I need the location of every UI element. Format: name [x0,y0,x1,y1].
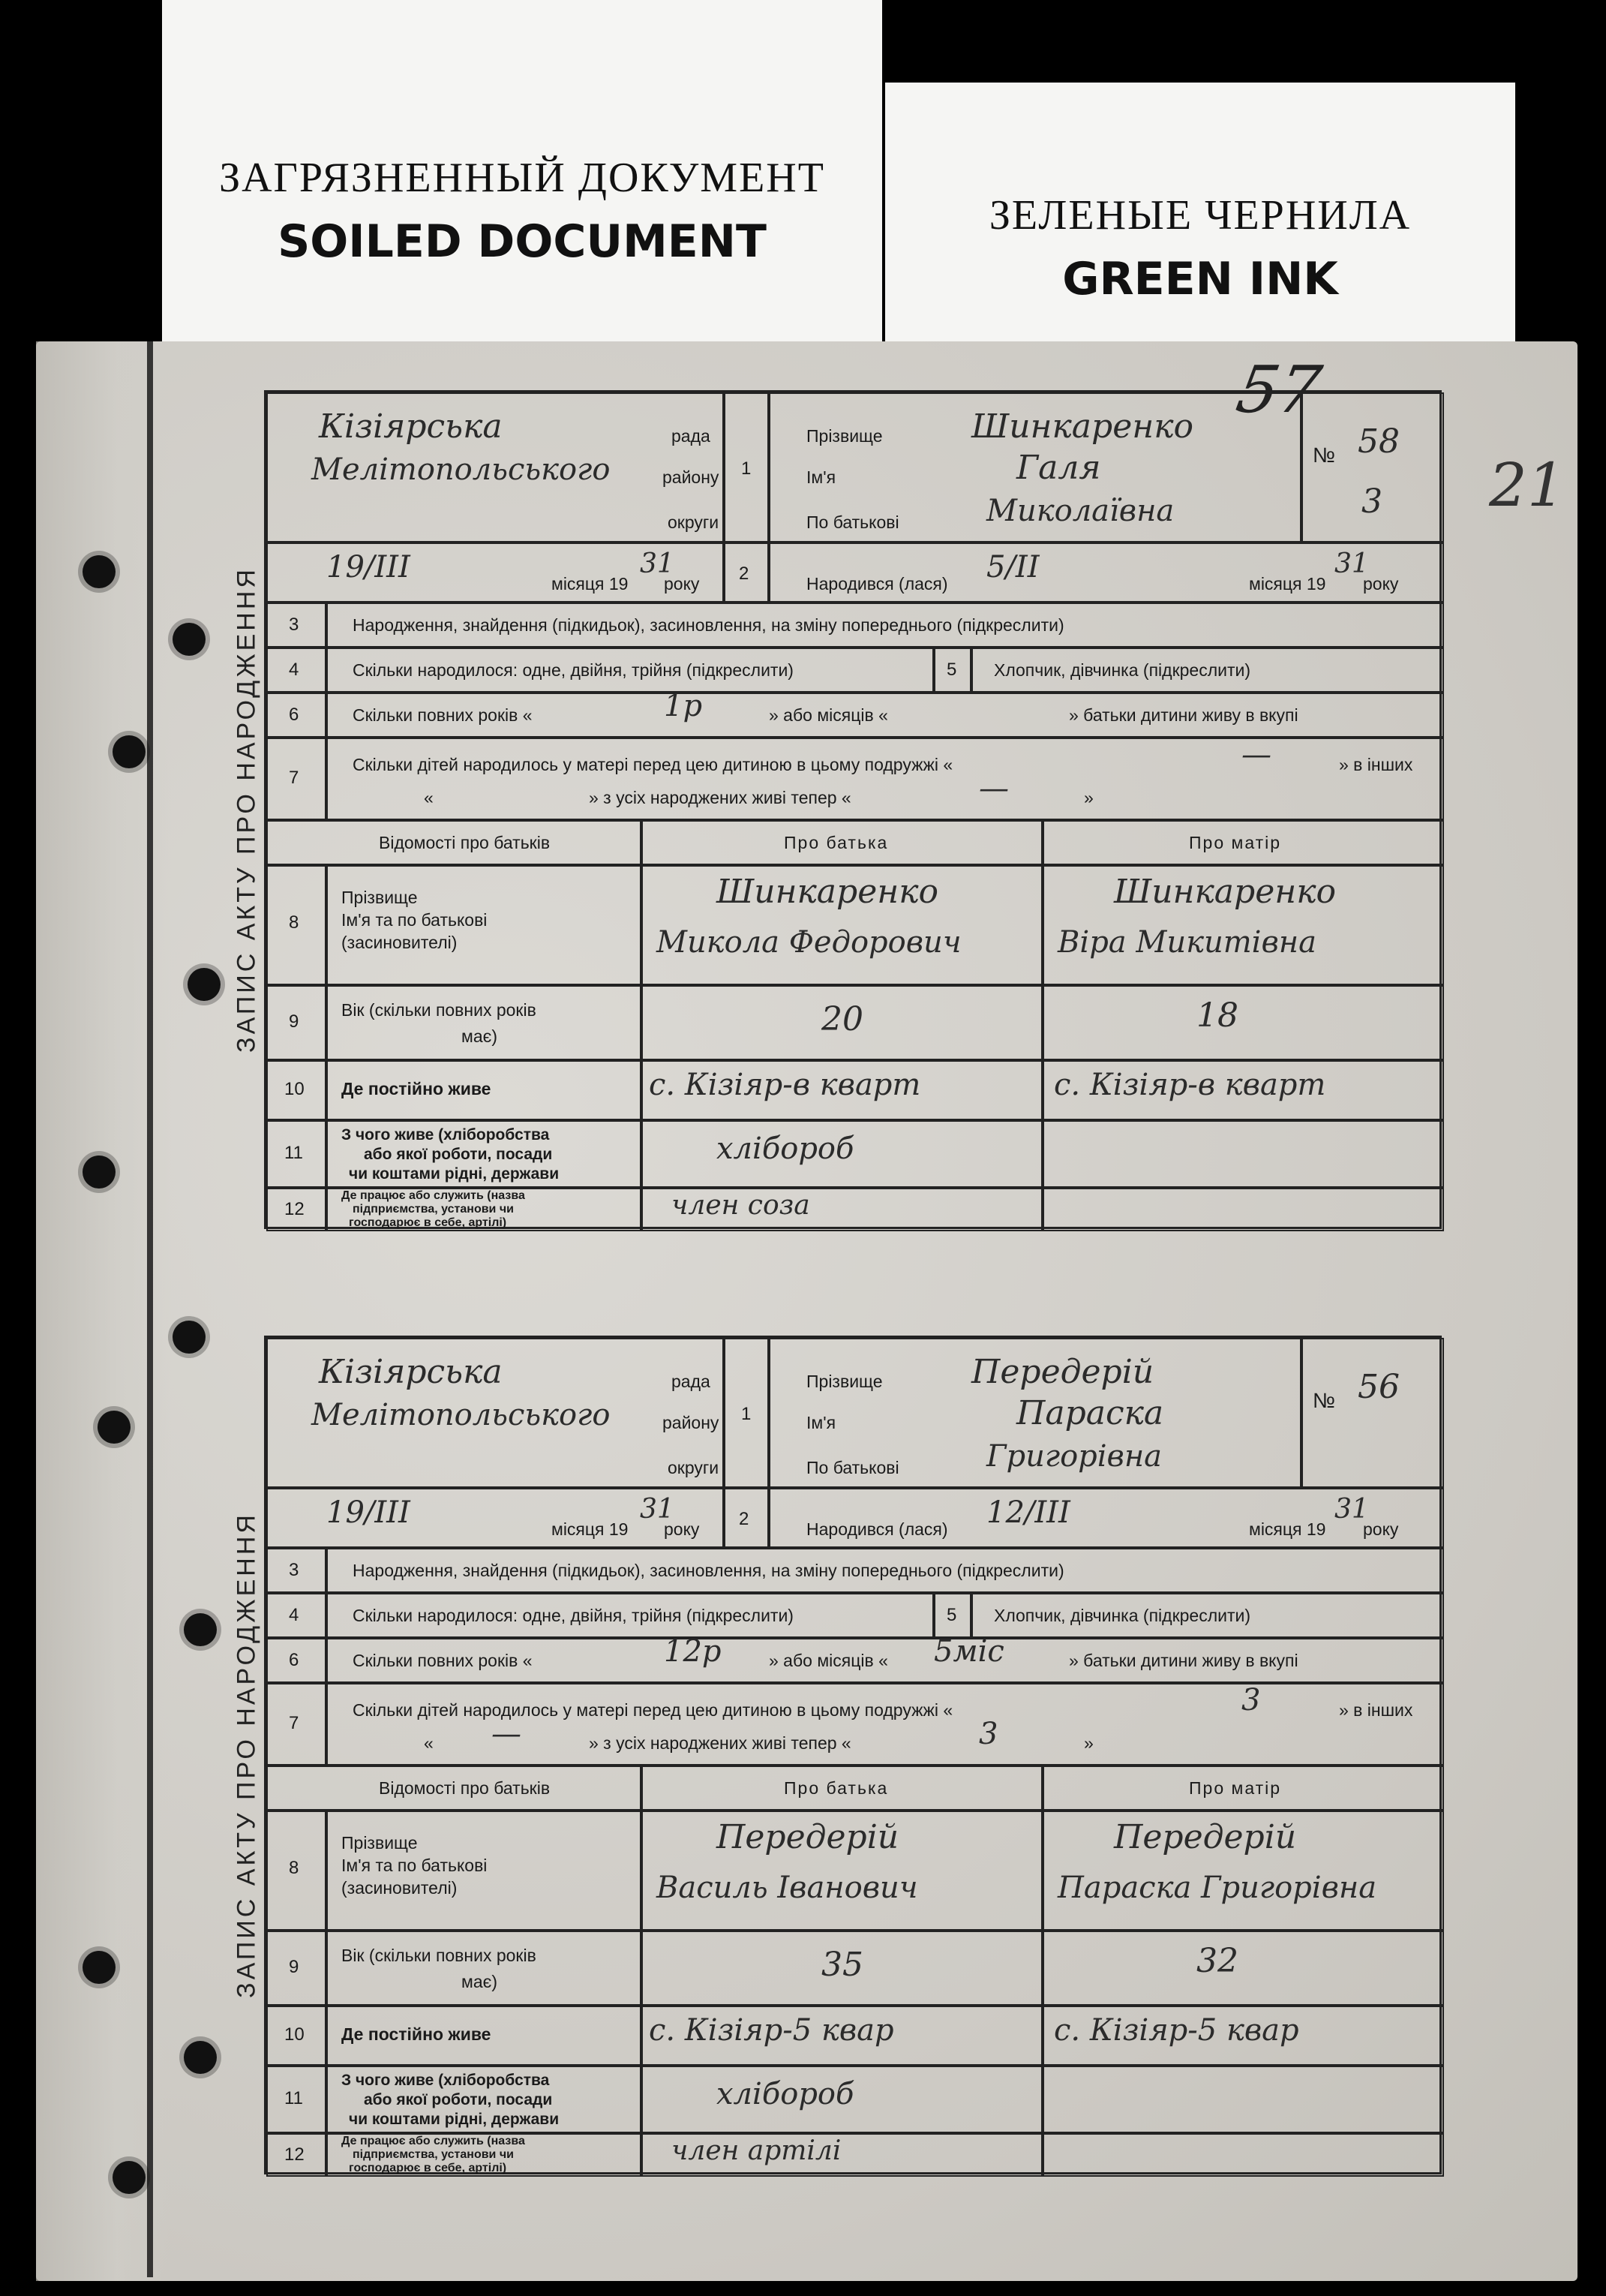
row3-text: Народження, знайдення (підкидьок), засиновлення, на зміну попереднього (підкреслити) [353,1561,1064,1580]
binding-seam [147,341,153,2277]
row7-text-a: Скільки дітей народилось у матері перед цею дитиною в цьому подружжі « [353,1700,953,1720]
row9-label-cell [326,985,641,1060]
row5-text: Хлопчик, дівчинка (підкреслити) [994,660,1251,680]
row-number: 2 [739,1509,749,1529]
row7-text-e: » [1084,1733,1094,1753]
row6-text-c: » батьки дитини живу в вкупі [1069,705,1298,725]
rada-label: рада [671,1372,710,1391]
father-header: Про батька [784,833,889,852]
soiled-label-en: SOILED DOCUMENT [278,215,767,268]
row7-text-d: » з усіх народжених живі тепер « [589,1733,851,1753]
birth-year-value: 31 [1334,1494,1369,1525]
row7-text-e: » [1084,788,1094,807]
row-number: 12 [284,1199,305,1219]
row9-label-cell [326,1931,641,2006]
birth-label: Народився (лася) [806,574,948,594]
mother-age-cell [1043,985,1444,1060]
row4-text: Скільки народилося: одне, двійня, трійня (підкреслити) [353,1606,794,1625]
row-number: 7 [289,768,299,788]
row7-text-b: » в інших [1339,1700,1413,1720]
raion-value: Мелітопольського [311,452,611,487]
raion-label: району [662,467,719,487]
father-surname-value: Шинкаренко [716,873,938,911]
mother-age-cell [1043,1931,1444,2006]
birth-record-form-1 [232,390,1442,1229]
row12-text: господарює в себе, артілі) [349,2162,507,2174]
binding-hole [113,2161,146,2194]
father-occupation-value: хлібороб [716,2077,854,2111]
birth-record-form-2 [232,1336,1442,2174]
reg-month-label: місяця 19 [551,574,629,594]
birth-date-value: 12/ІІІ [986,1495,1070,1530]
father-age-value: 20 [821,1000,863,1038]
row6-text-b: » або місяців « [769,705,888,725]
binding-hole [184,2041,217,2074]
row-number: 10 [284,2024,305,2045]
birth-year-value: 31 [1334,548,1369,579]
patronymic-label: По батькові [806,512,899,532]
children-alive-value: — [979,771,1009,806]
okruhy-label: округи [668,1458,719,1477]
name-value: Галя [1016,449,1101,487]
row11-text: або якої роботи, посади [364,2091,553,2108]
patronymic-value: Миколаївна [986,494,1175,528]
surname-label: Прізвище [806,1372,883,1391]
reg-year-value: 31 [640,548,674,579]
father-occupation-value: хлібороб [716,1131,854,1166]
reg-year-label: року [664,1519,700,1539]
row9-text: має) [461,1026,497,1046]
mother-header: Про матір [1189,833,1282,852]
row-number: 3 [289,1560,299,1580]
row9-text: має) [461,1972,497,1991]
number-sign: № [1313,443,1336,467]
surname-value: Передерій [971,1353,1154,1391]
row11-text: З чого живе (хліборобства [341,2072,550,2089]
row7-text-b: » в інших [1339,755,1413,774]
row6-text-c: » батьки дитини живу в вкупі [1069,1651,1298,1670]
row5-text: Хлопчик, дівчинка (підкреслити) [994,1606,1251,1625]
raion-value: Мелітопольського [311,1398,611,1432]
name-label: Ім'я [806,467,836,487]
binding-hole [83,555,116,588]
binding-hole [173,1321,206,1354]
mother-surname-value: Шинкаренко [1114,873,1336,911]
birth-label: Народився (лася) [806,1519,948,1539]
record-subnumber: 3 [1361,482,1382,521]
row11-text: чи коштами рідні, держави [349,2111,560,2128]
mother-work-cell [1043,2133,1444,2177]
row-number: 10 [284,1079,305,1099]
reg-year-label: року [664,574,700,594]
row-number: 1 [741,458,752,479]
row-number: 2 [739,563,749,584]
row7-text-d: » з усіх народжених живі тепер « [589,788,851,807]
row10-text: Де постійно живе [341,2024,491,2044]
father-residence-value: с. Кізіяр-в кварт [649,1068,921,1102]
years-together-value: 1р [664,689,703,723]
row9-text: Вік (скільки повних років [341,1946,536,1965]
binding-hole [113,735,146,768]
row8-text: Прізвище [341,1833,418,1853]
side-title: ЗАПИС АКТУ ПРО НАРОДЖЕННЯ [232,1512,261,1998]
raion-label: району [662,1413,719,1432]
father-surname-value: Передерій [716,1818,899,1856]
row7-cell [326,738,1444,820]
row-number: 4 [289,660,299,680]
reg-date-value: 19/ІІІ [326,1495,410,1530]
row8-text: Ім'я та по батькові [341,910,488,930]
row3-text: Народження, знайдення (підкидьок), засиновлення, на зміну попереднього (підкреслити) [353,615,1064,635]
rada-value: Кізіярська [319,407,503,446]
row12-text: підприємства, установи чи [353,2148,514,2161]
mother-residence-value: с. Кізіяр-в кварт [1054,1068,1326,1102]
binding-hole [83,1951,116,1984]
row-number: 9 [289,1957,299,1977]
okruhy-label: округи [668,512,719,532]
row-number: 6 [289,1650,299,1670]
number-cell [1301,1338,1444,1488]
mother-surname-value: Передерій [1114,1818,1297,1856]
children-alive-value: 3 [979,1717,998,1751]
row-number: 12 [284,2144,305,2165]
row12-text: підприємства, установи чи [353,1203,514,1216]
row12-text: Де працює або служить (назва [341,1189,525,1202]
father-residence-value: с. Кізіяр-5 квар [649,2013,894,2048]
row7-text-a: Скільки дітей народилось у матері перед цею дитиною в цьому подружжі « [353,755,953,774]
row8-text: Ім'я та по батькові [341,1856,488,1875]
mother-name-value: Параска Григорівна [1058,1871,1377,1905]
row12-text: господарює в себе, артілі) [349,1216,507,1229]
father-age-value: 35 [821,1946,863,1984]
binding-hole [83,1156,116,1189]
row6-text-a: Скільки повних років « [353,705,533,725]
mother-occupation-cell [1043,2066,1444,2133]
children-other-value: — [491,1717,521,1751]
row4-text: Скільки народилося: одне, двійня, трійня (підкреслити) [353,660,794,680]
mother-age-value: 32 [1196,1942,1238,1980]
rada-label: рада [671,426,710,446]
row-number: 11 [284,1143,303,1163]
row-number: 6 [289,705,299,725]
reg-month-label: місяця 19 [551,1519,629,1539]
row-number: 8 [289,912,299,933]
birth-year-label: року [1363,574,1399,594]
months-together-value: 5міс [934,1634,1004,1669]
soiled-label-ru: ЗАГРЯЗНЕННЫЙ ДОКУМЕНТ [219,155,825,201]
parents-header: Відомості про батьків [379,833,551,852]
surname-label: Прізвище [806,426,883,446]
row-number: 5 [947,660,957,680]
soiled-document-label [162,0,882,353]
row11-text: або якої роботи, посади [364,1146,553,1163]
row7-text-c: « [424,1733,434,1753]
mother-name-value: Віра Микитівна [1058,925,1316,960]
binding-hole [188,968,221,1001]
father-work-value: член соза [671,1190,810,1221]
row-number: 5 [947,1605,957,1625]
row-number: 9 [289,1011,299,1032]
side-title: ЗАПИС АКТУ ПРО НАРОДЖЕННЯ [232,566,261,1053]
surname-value: Шинкаренко [971,407,1193,446]
row11-text: З чого живе (хліборобства [341,1126,550,1143]
birth-date-value: 5/ІІ [986,550,1040,585]
record-number: 56 [1358,1368,1400,1406]
mother-occupation-cell [1043,1120,1444,1188]
children-before-value: — [1241,738,1271,772]
birth-month-label: місяця 19 [1249,1519,1326,1539]
reg-date-value: 19/ІІІ [326,550,410,585]
row8-text: (засиновителі) [341,1878,458,1898]
binding-hole [98,1411,131,1444]
row12-text: Де працює або служить (назва [341,2135,525,2147]
row-number: 3 [289,615,299,635]
number-sign: № [1313,1389,1336,1412]
green-ink-label [885,83,1515,353]
row11-text: чи коштами рідні, держави [349,1165,560,1183]
folio-number: 57 [1231,353,1327,428]
mother-work-cell [1043,1188,1444,1231]
record-number: 58 [1358,422,1400,461]
form-grid [264,1336,1442,2174]
mother-header: Про матір [1189,1778,1282,1798]
binding-hole [184,1613,217,1646]
row8-text: Прізвище [341,888,418,907]
father-header: Про батька [784,1778,889,1798]
green-label-ru: ЗЕЛЕНЫЕ ЧЕРНИЛА [989,192,1412,239]
birth-month-label: місяця 19 [1249,574,1326,594]
reg-year-value: 31 [640,1494,674,1525]
mother-age-value: 18 [1196,996,1238,1035]
row10-text: Де постійно живе [341,1079,491,1098]
row-number: 11 [284,2088,303,2108]
binding-hole [173,623,206,656]
form-grid [264,390,1442,1229]
father-work-value: член артілі [671,2135,842,2166]
name-label: Ім'я [806,1413,836,1432]
children-before-value: 3 [1241,1683,1261,1717]
row-number: 7 [289,1713,299,1733]
row-number: 1 [741,1404,752,1424]
patronymic-label: По батькові [806,1458,899,1477]
mother-residence-value: с. Кізіяр-5 квар [1054,2013,1299,2048]
name-value: Параска [1016,1394,1164,1432]
row6-text-b: » або місяців « [769,1651,888,1670]
row-number: 8 [289,1858,299,1878]
corner-number: 21 [1489,450,1565,520]
row8-text: (засиновителі) [341,933,458,952]
row-number: 4 [289,1605,299,1625]
father-name-value: Микола Федорович [656,925,962,960]
rada-value: Кізіярська [319,1353,503,1391]
years-together-value: 12р [664,1634,722,1669]
patronymic-value: Григорівна [986,1439,1163,1474]
row9-text: Вік (скільки повних років [341,1000,536,1020]
row6-text-a: Скільки повних років « [353,1651,533,1670]
father-name-value: Василь Іванович [656,1871,918,1905]
green-label-en: GREEN INK [1062,253,1338,305]
row7-text-c: « [424,788,434,807]
parents-header: Відомості про батьків [379,1778,551,1798]
birth-year-label: року [1363,1519,1399,1539]
